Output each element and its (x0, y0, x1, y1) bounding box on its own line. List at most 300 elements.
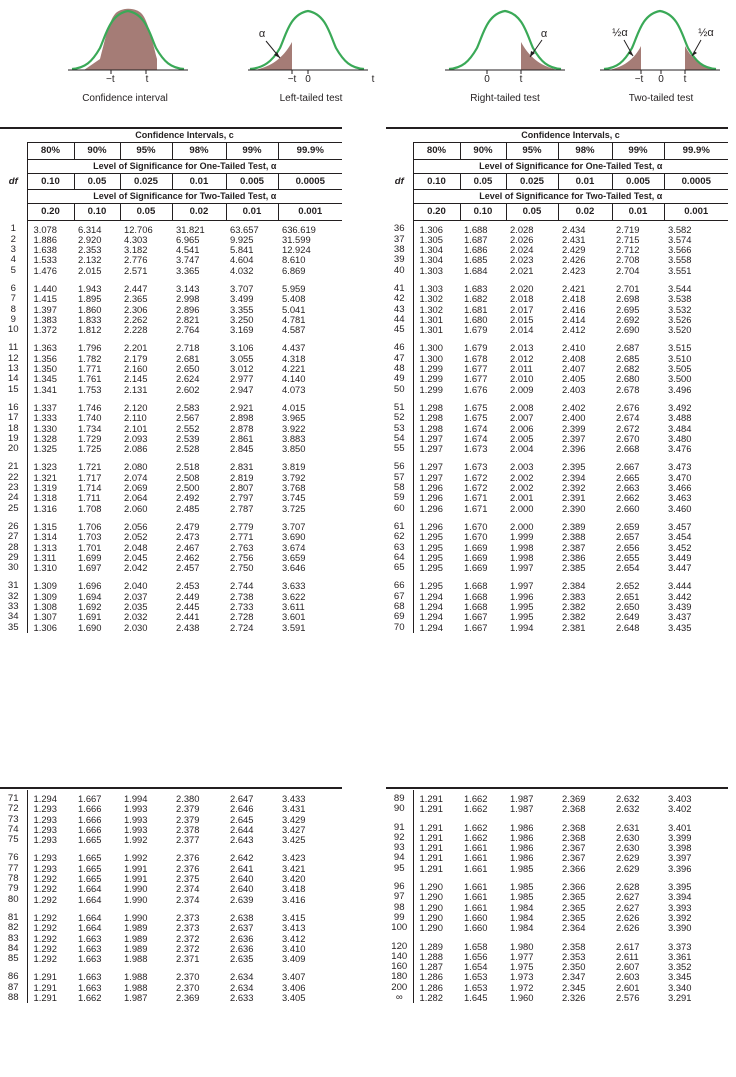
table-row (0, 444, 342, 454)
value-cell: 2.708 (616, 254, 640, 266)
value-cell: 2.392 (562, 482, 586, 494)
value-cell: 1.296 (413, 514, 460, 532)
value-cell: 1.662 (464, 793, 488, 804)
value-cell: 1.290 (413, 892, 460, 902)
df-cell: 7 (10, 293, 16, 305)
value-cell: 2.326 (562, 992, 586, 1004)
value-cell: 1.833 (78, 313, 102, 325)
t-table-bottom-left (0, 790, 343, 1003)
value-cell: 1.993 (124, 813, 148, 825)
df-cell: 16 (7, 401, 19, 413)
table-row (0, 385, 342, 395)
df-cell: 75 (7, 834, 19, 846)
value-cell: 1.687 (464, 233, 488, 245)
two-tailed-curve (600, 11, 720, 74)
value-cell: 1.291 (413, 804, 460, 814)
value-cell: 2.434 (562, 223, 586, 235)
value-cell: 1.688 (464, 223, 488, 235)
value-cell: 1.992 (124, 852, 148, 864)
df-header-blank (0, 204, 27, 221)
value-cell: 1.662 (464, 803, 488, 815)
value-cell: 2.718 (176, 342, 200, 354)
value-cell: 1.686 (464, 244, 488, 256)
value-cell: 2.652 (616, 580, 640, 592)
ci-value-header: 98% (558, 143, 612, 160)
value-cell: 2.069 (124, 482, 148, 494)
value-cell: 1.665 (78, 852, 102, 864)
table-row (386, 623, 728, 633)
value-cell: 1.294 (27, 790, 74, 804)
left-a-tick: −t (287, 74, 297, 85)
value-cell: 2.539 (176, 432, 200, 444)
df-cell: 14 (7, 373, 19, 385)
df-cell: 96 (393, 881, 405, 893)
df-cell: 83 (7, 932, 19, 944)
df-cell: 62 (393, 531, 405, 543)
value-cell: 1.669 (464, 562, 488, 574)
value-cell: 2.365 (562, 891, 586, 903)
table-row (386, 934, 728, 952)
value-cell: 2.660 (616, 502, 640, 514)
value-cell: 1.669 (464, 551, 488, 563)
df-cell: 94 (393, 852, 405, 864)
value-cell: 3.582 (668, 223, 692, 235)
df-cell: 36 (393, 223, 405, 235)
two-tailed-value-header: 0.001 (664, 204, 728, 221)
value-cell: 2.080 (124, 461, 148, 473)
value-cell: 6.965 (176, 233, 200, 245)
value-cell: 1.661 (464, 862, 488, 874)
value-cell: 1.664 (78, 893, 102, 905)
value-cell: 2.627 (616, 891, 640, 903)
value-cell: 2.026 (510, 233, 534, 245)
value-cell: 2.367 (562, 842, 586, 854)
value-cell: 2.400 (562, 412, 586, 424)
value-cell: 2.776 (124, 254, 148, 266)
right-tailed-curve (445, 11, 565, 74)
value-cell: 2.412 (562, 324, 586, 336)
value-cell: 2.698 (616, 293, 640, 305)
value-cell: 1.995 (510, 601, 534, 612)
value-cell: 1.984 (510, 922, 534, 934)
value-cell: 2.638 (230, 911, 254, 923)
value-cell: 2.646 (230, 803, 254, 815)
value-cell: 3.106 (230, 342, 254, 354)
df-cell: 13 (7, 363, 19, 375)
value-cell: 3.403 (668, 793, 692, 804)
table-row (386, 276, 728, 294)
value-cell: 2.373 (176, 922, 200, 934)
df-cell: 9 (10, 313, 16, 325)
value-cell: 3.401 (668, 821, 692, 833)
value-cell: 2.655 (616, 551, 640, 563)
value-cell: 2.682 (616, 363, 640, 375)
value-cell: 4.303 (124, 233, 148, 245)
value-cell: 1.330 (27, 424, 74, 434)
two-tailed-value-header: 0.001 (278, 204, 342, 221)
value-cell: 3.394 (668, 891, 692, 903)
df-cell: 20 (7, 443, 19, 455)
value-cell: 1.984 (510, 911, 534, 923)
value-cell: 2.030 (124, 621, 148, 633)
value-cell: 2.657 (616, 531, 640, 543)
ci-title: Confidence Intervals, c (521, 130, 620, 140)
value-cell: 3.520 (668, 324, 692, 336)
value-cell: 2.630 (616, 842, 640, 854)
value-cell: 3.429 (282, 813, 306, 825)
value-cell: 1.638 (27, 245, 74, 255)
value-cell: 2.056 (124, 520, 148, 532)
value-cell: 2.381 (562, 621, 586, 633)
df-cell: 40 (393, 264, 405, 276)
value-cell: 2.032 (124, 611, 148, 623)
value-cell: 1.714 (78, 482, 102, 494)
df-cell: 58 (393, 482, 405, 494)
ci-value-header: 80% (413, 143, 460, 160)
ci-value-header: 95% (506, 143, 558, 160)
df-cell: 61 (393, 520, 405, 532)
value-cell: 2.831 (230, 461, 254, 473)
df-cell: 41 (393, 282, 405, 294)
value-cell: 2.372 (176, 932, 200, 944)
value-cell: 2.576 (616, 992, 640, 1004)
value-cell: 1.294 (413, 602, 460, 612)
value-cell: 1.980 (510, 940, 534, 952)
value-cell: 1.323 (27, 454, 74, 472)
value-cell: 2.845 (230, 443, 254, 455)
value-cell: 2.397 (562, 432, 586, 444)
value-cell: 2.663 (616, 482, 640, 494)
value-cell: 2.719 (616, 223, 640, 235)
value-cell: 3.345 (668, 971, 692, 983)
value-cell: 2.386 (562, 551, 586, 563)
value-cell: 3.566 (668, 244, 692, 256)
value-cell: 4.781 (282, 313, 306, 325)
value-cell: 2.681 (176, 352, 200, 364)
value-cell: 1.290 (413, 923, 460, 933)
value-cell: 2.374 (176, 893, 200, 905)
value-cell: 2.407 (562, 363, 586, 375)
right-b-tick: t (519, 74, 523, 85)
value-cell: 2.649 (616, 611, 640, 623)
df-cell: 29 (7, 551, 19, 563)
two-tailed-value-header: 0.20 (413, 204, 460, 221)
value-cell: 1.678 (464, 352, 488, 364)
value-cell: 2.120 (124, 401, 148, 413)
value-cell: 1.990 (124, 883, 148, 895)
value-cell: 2.629 (616, 862, 640, 874)
value-cell: 2.389 (562, 520, 586, 532)
value-cell: 1.314 (27, 532, 74, 542)
ci-left-tick: −t (106, 74, 115, 85)
value-cell: 2.410 (562, 342, 586, 354)
value-cell: 2.485 (176, 502, 200, 514)
value-cell: 1.286 (413, 983, 460, 993)
df-header-blank (386, 190, 413, 204)
value-cell: 1.662 (464, 821, 488, 833)
value-cell: 1.672 (464, 482, 488, 494)
value-cell: 2.636 (230, 942, 254, 954)
value-cell: 1.293 (27, 864, 74, 874)
value-cell: 1.660 (464, 911, 488, 923)
value-cell: 3.532 (668, 303, 692, 315)
value-cell: 2.645 (230, 813, 254, 825)
value-cell: 2.201 (124, 342, 148, 354)
value-cell: 1.667 (78, 793, 102, 804)
two-caption: Two-tailed test (628, 93, 694, 104)
value-cell: 2.744 (230, 580, 254, 592)
value-cell: 1.303 (413, 266, 460, 276)
two-tailed-value-header: 0.02 (172, 204, 226, 221)
value-cell: 2.015 (510, 313, 534, 325)
value-cell: 3.431 (282, 803, 306, 815)
value-cell: 3.433 (282, 793, 306, 804)
value-cell: 1.293 (27, 845, 74, 863)
value-cell: 1.297 (413, 473, 460, 483)
value-cell: 1.665 (78, 834, 102, 846)
value-cell: 2.733 (230, 601, 254, 612)
value-cell: 3.355 (230, 303, 254, 315)
value-cell: 2.423 (562, 264, 586, 276)
value-cell: 2.508 (176, 471, 200, 483)
table-row (0, 790, 342, 804)
value-cell: 1.725 (78, 443, 102, 455)
value-cell: 2.771 (230, 531, 254, 543)
value-cell: 2.035 (124, 601, 148, 612)
value-cell: 1.681 (464, 303, 488, 315)
value-cell: 2.024 (510, 244, 534, 256)
value-cell: 2.373 (176, 911, 200, 923)
value-cell: 1.298 (413, 424, 460, 434)
value-cell: 2.654 (616, 562, 640, 574)
value-cell: 2.676 (616, 401, 640, 413)
value-cell: 2.228 (124, 324, 148, 336)
value-cell: 3.340 (668, 981, 692, 993)
value-cell: 1.316 (27, 504, 74, 514)
value-cell: 1.440 (27, 276, 74, 294)
df-header-blank (0, 143, 27, 160)
value-cell: 3.361 (668, 950, 692, 962)
two-tailed-value-header: 0.10 (74, 204, 120, 221)
value-cell: 2.426 (562, 254, 586, 266)
value-cell: 1.675 (464, 412, 488, 424)
table-row (0, 514, 342, 532)
value-cell: 3.460 (668, 502, 692, 514)
value-cell: 2.632 (616, 803, 640, 815)
value-cell: 1.299 (413, 374, 460, 384)
value-cell: 1.293 (27, 835, 74, 845)
value-cell: 2.052 (124, 531, 148, 543)
value-cell: 1.679 (464, 324, 488, 336)
df-cell: 28 (7, 541, 19, 553)
df-cell: 5 (10, 264, 16, 276)
ci-value-header: 99.9% (664, 143, 728, 160)
value-cell: 3.420 (282, 873, 306, 885)
value-cell: 2.012 (510, 352, 534, 364)
value-cell: 1.673 (464, 461, 488, 473)
value-cell: 1.663 (78, 971, 102, 983)
value-cell: 2.567 (176, 412, 200, 424)
value-cell: 1.985 (510, 862, 534, 874)
value-cell: 2.145 (124, 373, 148, 385)
value-cell: 3.574 (668, 233, 692, 245)
value-cell: 1.671 (464, 492, 488, 504)
value-cell: 2.667 (616, 461, 640, 473)
value-cell: 2.672 (616, 422, 640, 434)
df-cell: 43 (393, 303, 405, 315)
df-header-blank (0, 190, 27, 204)
value-cell: 2.350 (562, 961, 586, 973)
df-cell: 95 (393, 862, 405, 874)
value-cell: 1.291 (413, 790, 460, 804)
df-cell: 86 (7, 971, 19, 983)
value-cell: 2.023 (510, 254, 534, 266)
left-alpha: α (258, 28, 266, 40)
table-row (0, 532, 342, 542)
value-cell: 2.670 (616, 432, 640, 444)
value-cell: 1.796 (78, 342, 102, 354)
value-cell: 1.701 (78, 541, 102, 553)
value-cell: 2.403 (562, 383, 586, 395)
value-cell: 1.665 (78, 873, 102, 885)
value-cell: 4.221 (282, 363, 306, 375)
value-cell: 2.005 (510, 432, 534, 444)
table-row (0, 905, 342, 923)
df-cell: 45 (393, 324, 405, 336)
table-row (0, 335, 342, 353)
value-cell: 1.664 (78, 922, 102, 934)
value-cell: 2.008 (510, 401, 534, 413)
value-cell: 2.380 (176, 793, 200, 804)
value-cell: 1.666 (78, 803, 102, 815)
value-cell: 5.408 (282, 293, 306, 305)
table-row (0, 395, 342, 413)
value-cell: 1.658 (464, 940, 488, 952)
value-cell: 2.920 (78, 233, 102, 245)
two-b-tick: 0 (658, 74, 664, 85)
value-cell: 1.753 (78, 383, 102, 395)
value-cell: 1.653 (464, 981, 488, 993)
value-cell: 1.985 (510, 891, 534, 903)
value-cell: 3.622 (282, 590, 306, 602)
value-cell: 1.656 (464, 950, 488, 962)
df-cell: 11 (8, 342, 19, 354)
value-cell: 3.476 (668, 443, 692, 455)
value-cell: 1.287 (413, 962, 460, 972)
value-cell: 3.412 (282, 932, 306, 944)
value-cell: 1.675 (464, 401, 488, 413)
value-cell: 1.304 (413, 255, 460, 265)
value-cell: 1.356 (27, 354, 74, 364)
value-cell: 5.959 (282, 282, 306, 294)
value-cell: 1.994 (124, 793, 148, 804)
table-row (386, 923, 728, 933)
value-cell: 2.028 (510, 223, 534, 235)
left-c-tick: t (371, 74, 375, 85)
df-cell: 55 (393, 443, 405, 455)
value-cell: 1.298 (413, 413, 460, 423)
ci-value-header: 99% (612, 143, 664, 160)
value-cell: 3.500 (668, 373, 692, 385)
value-cell: 1.670 (464, 520, 488, 532)
value-cell: 2.695 (616, 303, 640, 315)
df-cell: 18 (7, 422, 19, 434)
df-cell: 81 (7, 911, 19, 923)
value-cell: 2.045 (124, 551, 148, 563)
value-cell: 9.925 (230, 233, 254, 245)
value-cell: 2.384 (562, 580, 586, 592)
df-cell: 79 (7, 883, 19, 895)
value-cell: 2.042 (124, 562, 148, 574)
value-cell: 2.898 (230, 412, 254, 424)
df-cell: 30 (7, 562, 19, 574)
one-tailed-value-header: 0.05 (74, 173, 120, 190)
value-cell: 12.706 (124, 223, 153, 235)
two-alpha-right: ½α (698, 27, 714, 39)
value-cell: 1.310 (27, 563, 74, 573)
one-tailed-value-header: 0.05 (460, 173, 506, 190)
df-cell: 59 (393, 492, 405, 504)
value-cell: 3.423 (282, 852, 306, 864)
value-cell: 1.895 (78, 293, 102, 305)
value-cell: 1.345 (27, 374, 74, 384)
value-cell: 2.647 (230, 793, 254, 804)
value-cell: 3.405 (282, 992, 306, 1004)
value-cell: 2.021 (510, 264, 534, 276)
value-cell: 2.712 (616, 244, 640, 256)
value-cell: 1.746 (78, 401, 102, 413)
value-cell: 1.943 (78, 282, 102, 294)
value-cell: 2.626 (616, 911, 640, 923)
value-cell: 3.418 (282, 883, 306, 895)
two-tailed-value-header: 0.05 (120, 204, 172, 221)
value-cell: 1.999 (510, 531, 534, 543)
df-cell: 88 (7, 992, 19, 1004)
value-cell: 1.315 (27, 514, 74, 532)
value-cell: 1.998 (510, 541, 534, 553)
value-cell: 2.368 (562, 821, 586, 833)
value-cell: 1.328 (27, 434, 74, 444)
value-cell: 2.000 (510, 502, 534, 514)
value-cell: 1.703 (78, 531, 102, 543)
value-cell: 2.651 (616, 590, 640, 602)
value-cell: 2.633 (230, 992, 254, 1004)
value-cell: 2.687 (616, 342, 640, 354)
df-cell: 47 (393, 352, 405, 364)
value-cell: 3.633 (282, 580, 306, 592)
ci-value-header: 99% (226, 143, 278, 160)
value-cell: 3.449 (668, 551, 692, 563)
value-cell: 2.977 (230, 373, 254, 385)
value-cell: 2.368 (562, 831, 586, 843)
value-cell: 2.431 (562, 233, 586, 245)
value-cell: 1.290 (413, 903, 460, 913)
value-cell: 3.965 (282, 412, 306, 424)
value-cell: 4.032 (230, 264, 254, 276)
df-cell: 23 (7, 482, 19, 494)
df-cell: 66 (393, 580, 405, 592)
value-cell: 2.376 (176, 852, 200, 864)
value-cell: 3.078 (27, 220, 74, 235)
one-tailed-value-header: 0.01 (172, 173, 226, 190)
value-cell: 2.366 (562, 881, 586, 893)
value-cell: 2.635 (230, 953, 254, 965)
value-cell: 3.819 (282, 461, 306, 473)
value-cell: 3.435 (668, 621, 692, 633)
table-row (0, 964, 342, 982)
value-cell: 1.676 (464, 383, 488, 395)
value-cell: 2.040 (124, 580, 148, 592)
